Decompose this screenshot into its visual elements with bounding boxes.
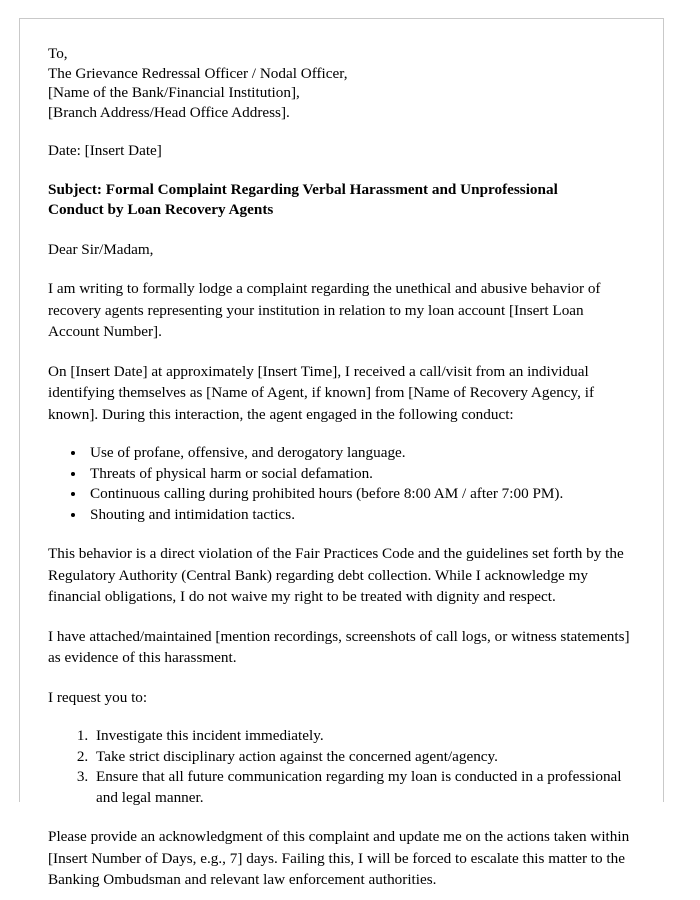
spacer-after-greeting <box>48 260 636 278</box>
conduct-list <box>48 443 636 525</box>
recipient-title: The Grievance Redressal Officer / Nodal Officer, <box>48 64 348 82</box>
recipient-institution: [Name of the Bank/Financial Institution], <box>48 84 300 102</box>
subject-line-1: Subject: Formal Complaint Regarding Verbal Harassment and Unprofessional <box>48 180 558 198</box>
spacer-2 <box>48 425 636 443</box>
paragraph-complaint-intro: I am writing to formally lodge a complaint regarding the unethical and abusive behavior of recovery agents representing your institution in relation to my loan account [Insert Loan Account Number]. <box>48 280 601 341</box>
list-item: 3. Ensure that all future communication regarding my loan is conducted in a professional and legal manner. <box>92 767 636 808</box>
paragraph-incident-details: On [Insert Date] at approximately [Insert Time], I received a call/visit from an individual identifying themselves as [Name of Agent, if known] from [Name of Recovery Agency, if known]. During this interaction, the agent engaged in the following conduct: <box>48 362 595 423</box>
recipient-block <box>48 44 636 122</box>
page-border-right <box>663 18 664 802</box>
document-body <box>48 44 636 891</box>
greeting-line: Dear Sir/Madam, <box>48 240 154 258</box>
paragraph-closing: Please provide an acknowledgment of this complaint and update me on the actions taken within [Insert Number of Days, e.g., 7] days. Failing this, I will be forced to escalate this matter to the Banking Ombudsman and relevant law enforcement authorities. <box>48 828 630 889</box>
spacer-7 <box>48 808 636 826</box>
list-item: • Use of profane, offensive, and derogatory language. <box>86 443 636 464</box>
spacer-after-recipient <box>48 122 636 140</box>
list-item: • Continuous calling during prohibited hours (before 8:00 AM / after 7:00 PM). <box>86 484 636 505</box>
list-item: 2. Take strict disciplinary action against the concerned agent/agency. <box>92 747 636 768</box>
spacer-after-subject <box>48 221 636 239</box>
spacer-4 <box>48 608 636 626</box>
spacer-1 <box>48 343 636 361</box>
subject-line-2: Conduct by Loan Recovery Agents <box>48 201 274 219</box>
subject-block <box>48 180 636 221</box>
request-list <box>48 726 636 808</box>
paragraph-evidence: I have attached/maintained [mention recordings, screenshots of call logs, or witness statements] as evidence of this harassment. <box>48 627 630 667</box>
date-line: Date: [Insert Date] <box>48 142 162 160</box>
list-item: • Threats of physical harm or social defamation. <box>86 464 636 485</box>
list-item: 1. Investigate this incident immediately. <box>92 726 636 747</box>
recipient-to: To, <box>48 45 68 62</box>
request-intro-line: I request you to: <box>48 688 148 706</box>
spacer-6 <box>48 708 636 726</box>
page-border-top <box>19 18 664 19</box>
spacer-3 <box>48 525 636 543</box>
recipient-address: [Branch Address/Head Office Address]. <box>48 103 290 121</box>
paragraph-violation: This behavior is a direct violation of the Fair Practices Code and the guidelines set forth by the Regulatory Authority (Central Bank) regarding debt collection. While I acknowledge my financial obligations, I do not waive my right to be treated with dignity and respect. <box>48 545 624 606</box>
spacer-after-date <box>48 162 636 180</box>
list-item: • Shouting and intimidation tactics. <box>86 505 636 526</box>
page-border-left <box>19 18 20 802</box>
spacer-5 <box>48 669 636 687</box>
